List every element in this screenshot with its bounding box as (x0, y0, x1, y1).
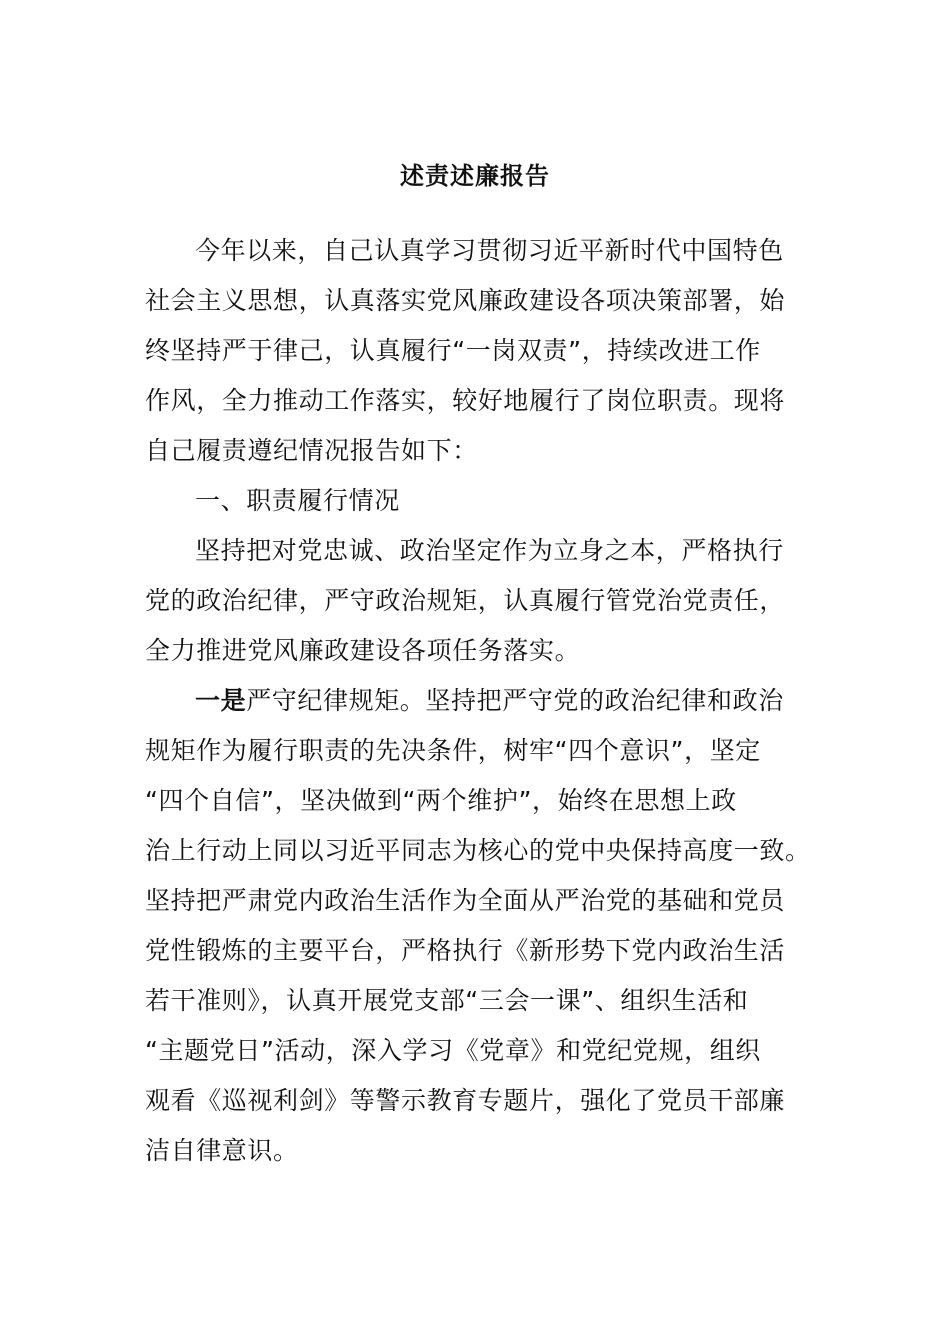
paragraph-line-text: 严守纪律规矩。坚持把严守党的政治纪律和政治 (246, 686, 784, 715)
paragraph-line: 作风，全力推动工作落实，较好地履行了岗位职责。现将 (145, 386, 786, 415)
paragraph-line: 若干准则》，认真开展党支部“三会一课”、组织生活和 (145, 986, 749, 1015)
paragraph-line-with-lead (145, 676, 795, 726)
paragraph-line: 观看《巡视利剑》等警示教育专题片，强化了党员干部廉 (145, 1086, 786, 1115)
paragraph-line: 今年以来，自己认真学习贯彻习近平新时代中国特色 (195, 236, 784, 265)
paragraph-line: 洁自律意识。 (145, 1136, 299, 1165)
paragraph-line: 坚持把对党忠诚、政治坚定作为立身之本，严格执行 (195, 536, 784, 565)
paragraph-line: 党性锻炼的主要平台，严格执行《新形势下党内政治生活 (145, 936, 786, 965)
paragraph-line: 规矩作为履行职责的先决条件，树牢“四个意识”，坚定 (145, 736, 761, 765)
paragraph-line: 坚持把严肃党内政治生活作为全面从严治党的基础和党员 (145, 886, 786, 915)
bold-lead: 一是 (195, 686, 247, 715)
paragraph-line: “主题党日”活动，深入学习《党章》和党纪党规，组织 (145, 1036, 761, 1065)
paragraph-line: 党的政治纪律，严守政治规矩，认真履行管党治党责任， (145, 586, 786, 615)
paragraph-line: 全力推进党风廉政建设各项任务落实。 (145, 636, 581, 665)
document-body (145, 226, 811, 1176)
paragraph-line: 社会主义思想，认真落实党风廉政建设各项决策部署，始 (145, 286, 786, 315)
paragraph-line: “四个自信”，坚决做到“两个维护”，始终在思想上政 (145, 786, 737, 815)
document-title: 述责述廉报告 (400, 162, 550, 190)
paragraph-line: 自己履责遵纪情况报告如下： (145, 436, 478, 465)
section-heading: 一、职责履行情况 (195, 486, 400, 515)
paragraph-line: 治上行动上同以习近平同志为核心的党中央保持高度一致。 (145, 836, 811, 865)
paragraph-line: 终坚持严于律己，认真履行“一岗双责”，持续改进工作 (145, 336, 761, 365)
